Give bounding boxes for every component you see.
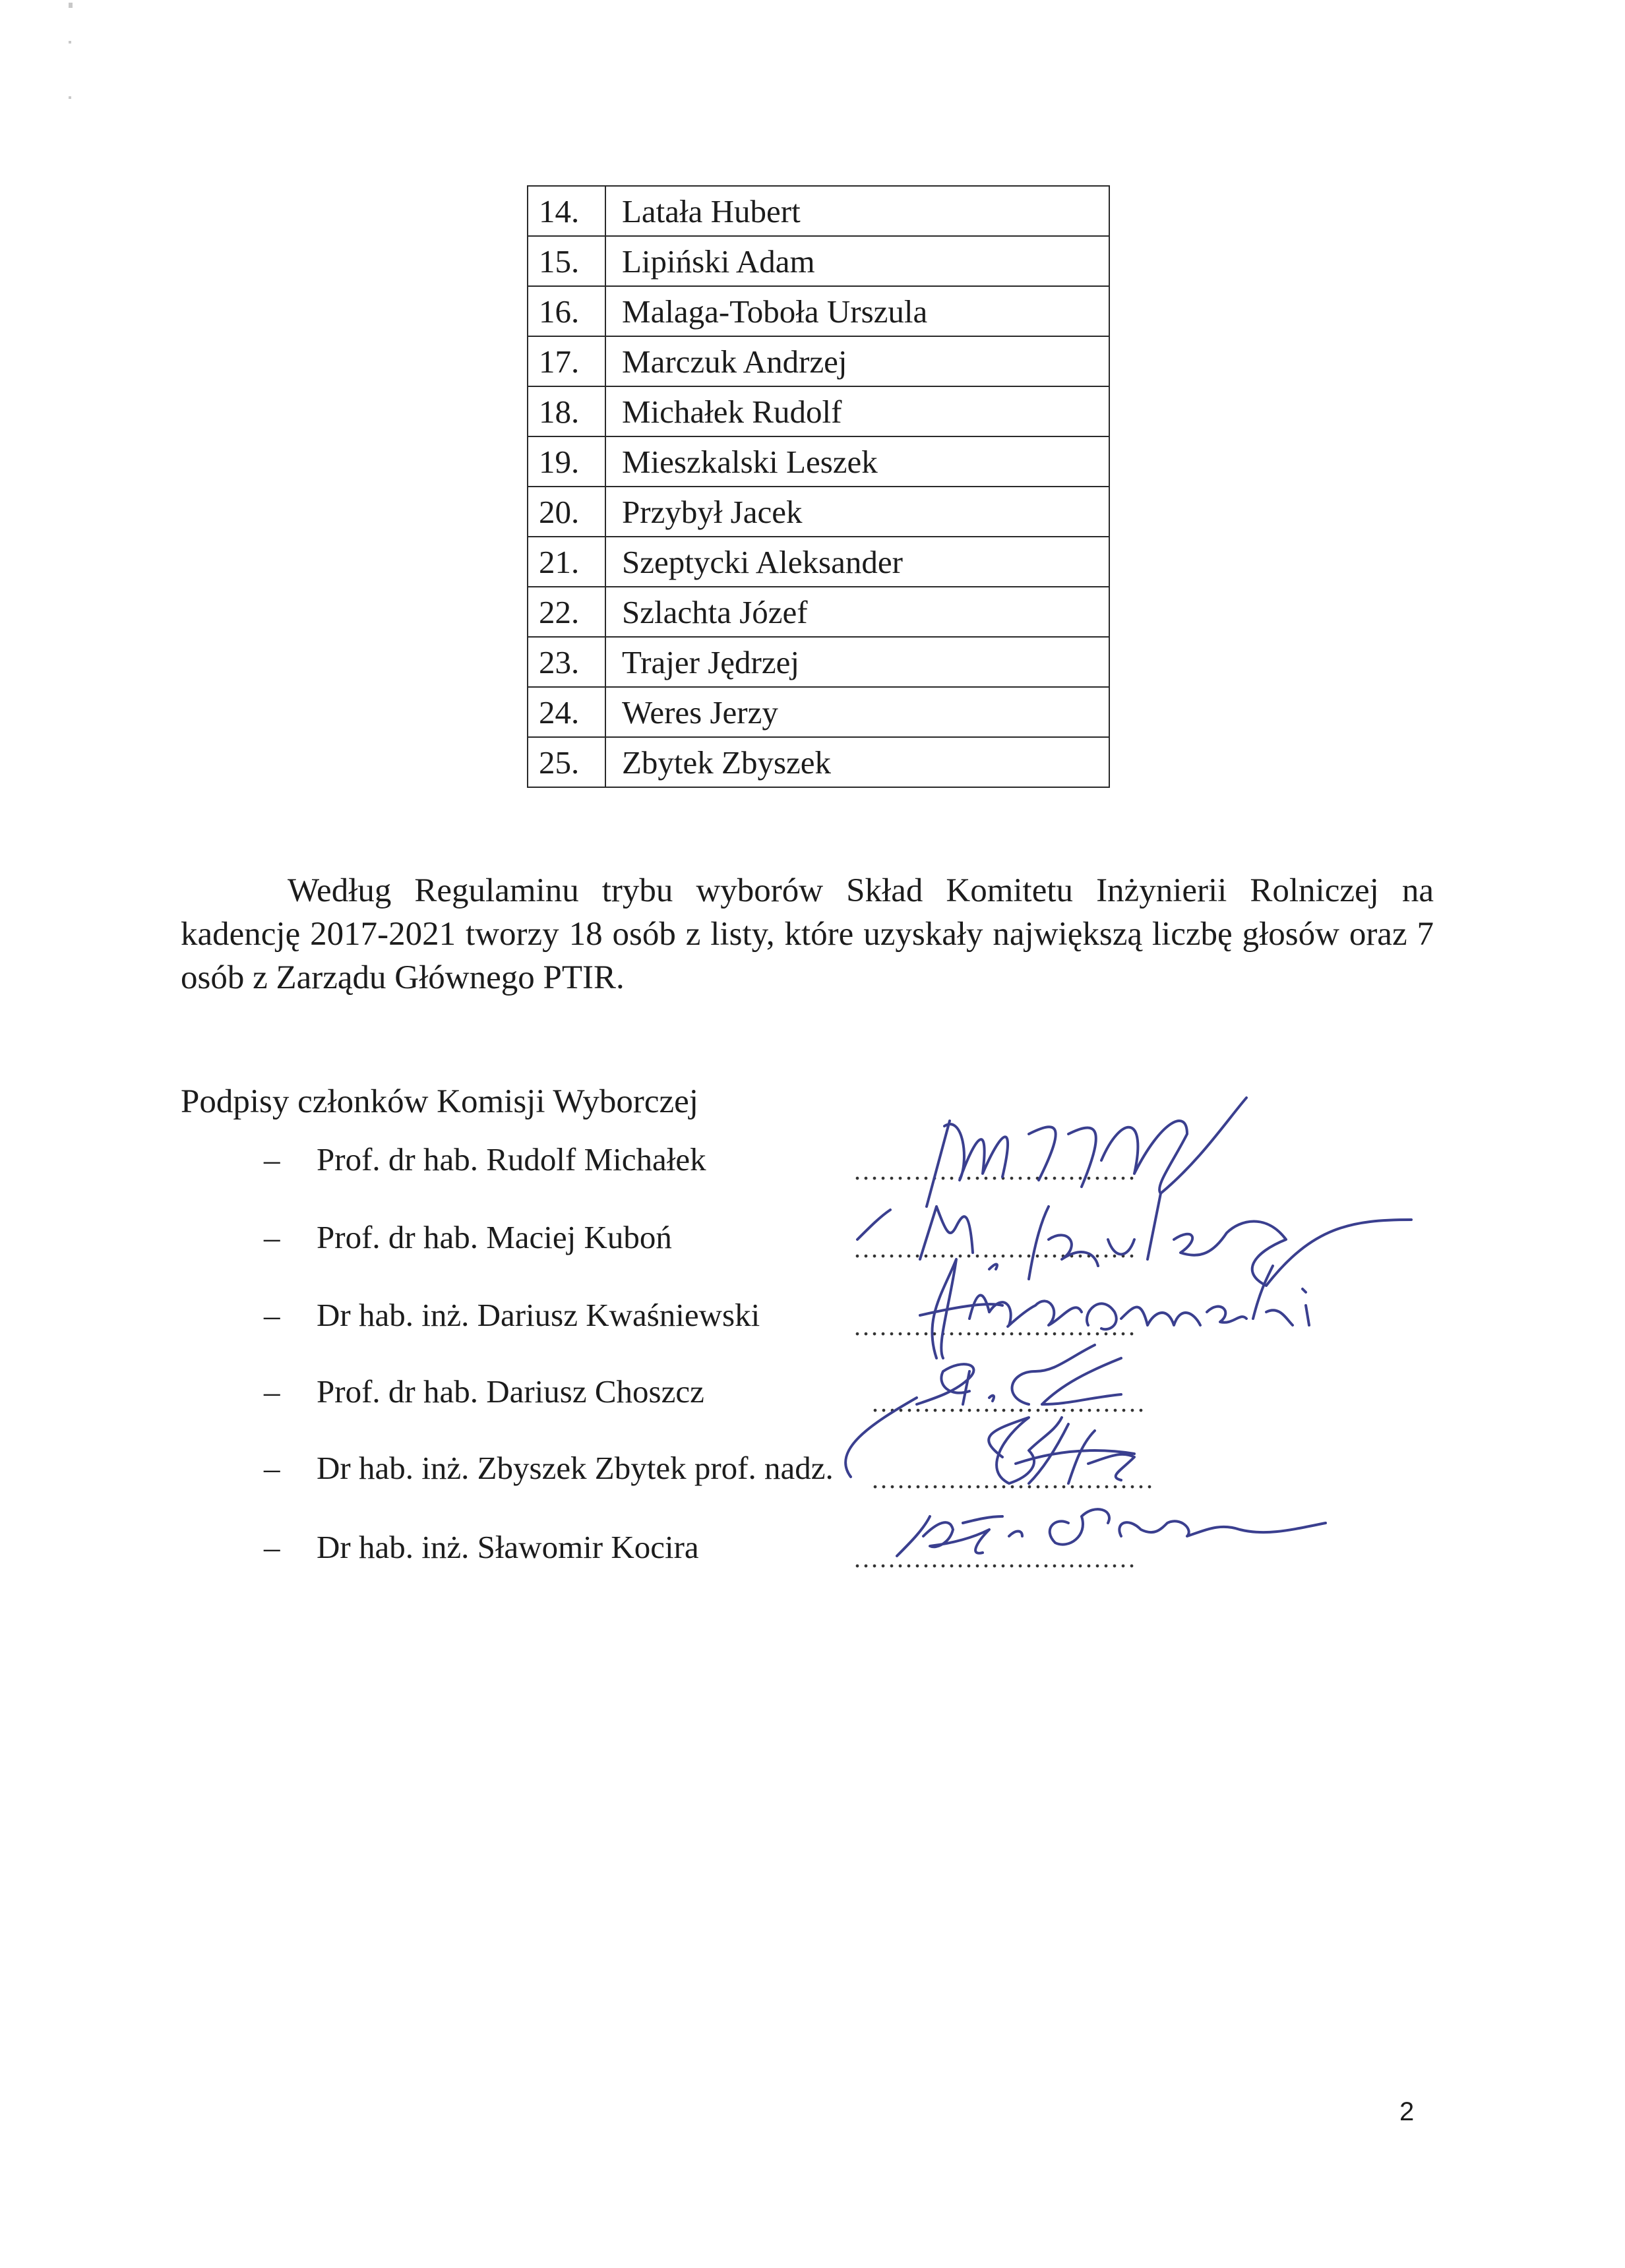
list-dash: – [264,1450,280,1486]
table-row [528,637,1109,687]
list-dash: – [264,1219,280,1255]
row-number: 20. [528,487,605,537]
signature-line: ................................. [854,1311,1137,1341]
table-row [528,687,1109,737]
list-dash: – [264,1529,280,1565]
member-name: Szeptycki Aleksander [605,537,1109,587]
table-row [528,587,1109,637]
member-name: Szlachta Józef [605,587,1109,637]
committee-member-name: Prof. dr hab. Rudolf Michałek [317,1141,706,1178]
member-name: Latała Hubert [605,186,1109,236]
row-number: 15. [528,236,605,286]
scan-mark [69,3,73,8]
member-name: Przybył Jacek [605,487,1109,537]
table-row [528,386,1109,436]
signature-row [264,1528,699,1566]
member-name: Mieszkalski Leszek [605,436,1109,487]
signatures-heading: Podpisy członków Komisji Wyborczej [181,1083,698,1120]
committee-member-name: Prof. dr hab. Maciej Kuboń [317,1219,672,1255]
signature-row [264,1218,672,1256]
page-number: 2 [1399,2097,1415,2126]
signature-line: ................................. [854,1234,1137,1263]
paragraph-text: Według Regulaminu trybu wyborów Skład Komitetu Inżynierii Rolniczej na kadencję 2017-2021 tworzy 18 osób z listy, które uzyskały największą liczbę głosów oraz 7 osób z Zarządu Głównego PTIR. [181,872,1434,996]
member-name: Trajer Jędrzej [605,637,1109,687]
list-dash: – [264,1297,280,1333]
signature-line: ................................. [872,1464,1155,1494]
row-number: 21. [528,537,605,587]
row-number: 17. [528,336,605,386]
scan-mark [69,96,71,99]
member-name: Weres Jerzy [605,687,1109,737]
signature-line: ................................ [872,1388,1146,1418]
signature-line: ................................. [854,1543,1137,1573]
table-row [528,336,1109,386]
row-number: 16. [528,286,605,336]
member-name: Malaga-Toboła Urszula [605,286,1109,336]
signature-3 [920,1259,1309,1358]
composition-paragraph [181,869,1434,1000]
committee-member-name: Dr hab. inż. Sławomir Kocira [317,1529,699,1565]
table-row [528,537,1109,587]
row-number: 23. [528,637,605,687]
row-number: 18. [528,386,605,436]
committee-member-name: Dr hab. inż. Zbyszek Zbytek prof. nadz. [317,1450,834,1486]
committee-member-name: Dr hab. inż. Dariusz Kwaśniewski [317,1297,760,1333]
committee-member-name: Prof. dr hab. Dariusz Choszcz [317,1373,704,1410]
table-row [528,487,1109,537]
table-row [528,186,1109,236]
row-number: 22. [528,587,605,637]
member-name: Zbytek Zbyszek [605,737,1109,787]
signature-row [264,1449,834,1487]
member-name: Michałek Rudolf [605,386,1109,436]
signature-1 [927,1098,1246,1207]
table-row [528,436,1109,487]
members-table-body [528,186,1109,787]
row-number: 14. [528,186,605,236]
table-row [528,286,1109,336]
member-name: Marczuk Andrzej [605,336,1109,386]
row-number: 19. [528,436,605,487]
scan-mark [69,41,71,44]
row-number: 25. [528,737,605,787]
row-number: 24. [528,687,605,737]
list-dash: – [264,1141,280,1178]
member-name: Lipiński Adam [605,236,1109,286]
members-table [527,185,1110,788]
signature-line: ................................. [854,1156,1137,1185]
signature-row [264,1141,706,1178]
table-row [528,737,1109,787]
table-row [528,236,1109,286]
signature-row [264,1296,760,1334]
list-dash: – [264,1373,280,1410]
signature-row [264,1373,704,1410]
